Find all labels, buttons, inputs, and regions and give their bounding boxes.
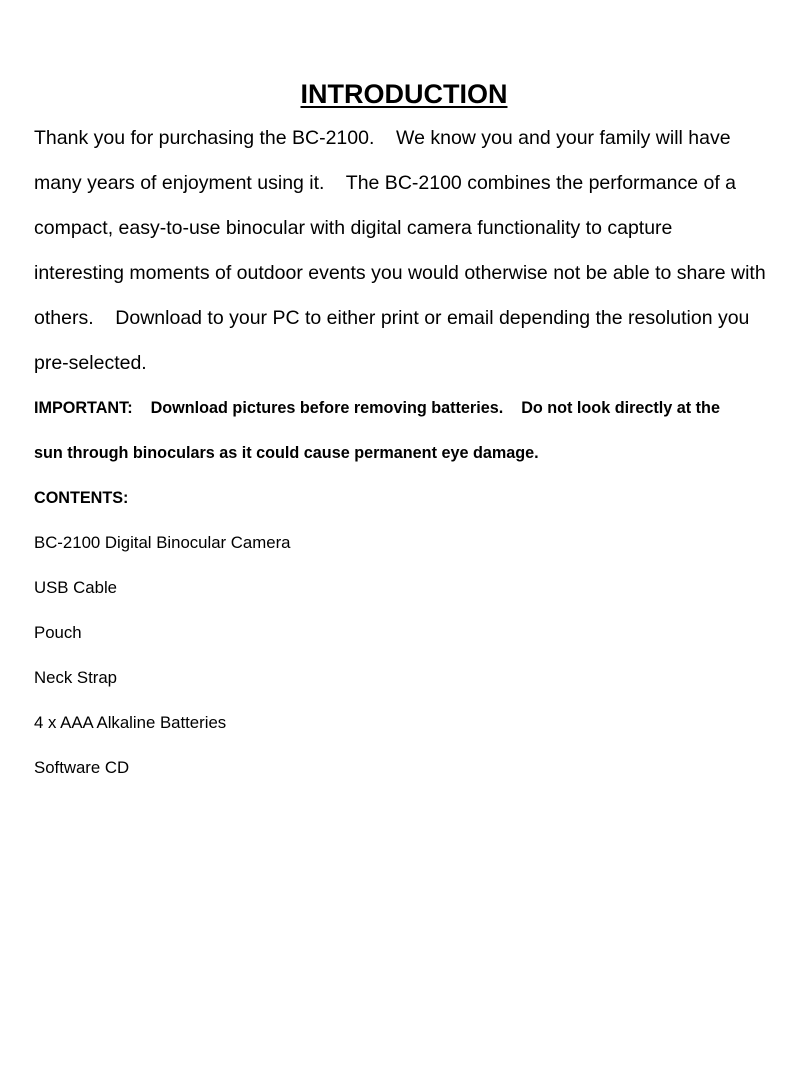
intro-line: pre-selected. <box>34 352 147 374</box>
intro-paragraph <box>34 123 794 393</box>
list-item: Pouch <box>34 623 82 642</box>
intro-line: compact, easy-to-use binocular with digital camera functionality to capture <box>34 217 673 239</box>
contents-heading: CONTENTS: <box>34 489 129 507</box>
page-title-text: INTRODUCTION <box>300 79 508 109</box>
important-line: sun through binoculars as it could cause permanent eye damage. <box>34 444 539 462</box>
intro-line: interesting moments of outdoor events you would otherwise not be able to share with <box>34 262 766 284</box>
contents-list <box>34 530 291 800</box>
intro-line: Thank you for purchasing the BC-2100. We know you and your family will have <box>34 127 731 149</box>
intro-line: many years of enjoyment using it. The BC-2100 combines the performance of a <box>34 172 736 194</box>
list-item: BC-2100 Digital Binocular Camera <box>34 533 291 552</box>
important-notice <box>34 395 794 485</box>
list-item: 4 x AAA Alkaline Batteries <box>34 713 227 732</box>
page-title <box>0 76 808 112</box>
important-line: IMPORTANT: Download pictures before removing batteries. Do not look directly at the <box>34 399 720 417</box>
list-item: Software CD <box>34 758 130 777</box>
list-item: USB Cable <box>34 578 118 597</box>
list-item: Neck Strap <box>34 668 118 687</box>
intro-line: others. Download to your PC to either print or email depending the resolution you <box>34 307 750 329</box>
